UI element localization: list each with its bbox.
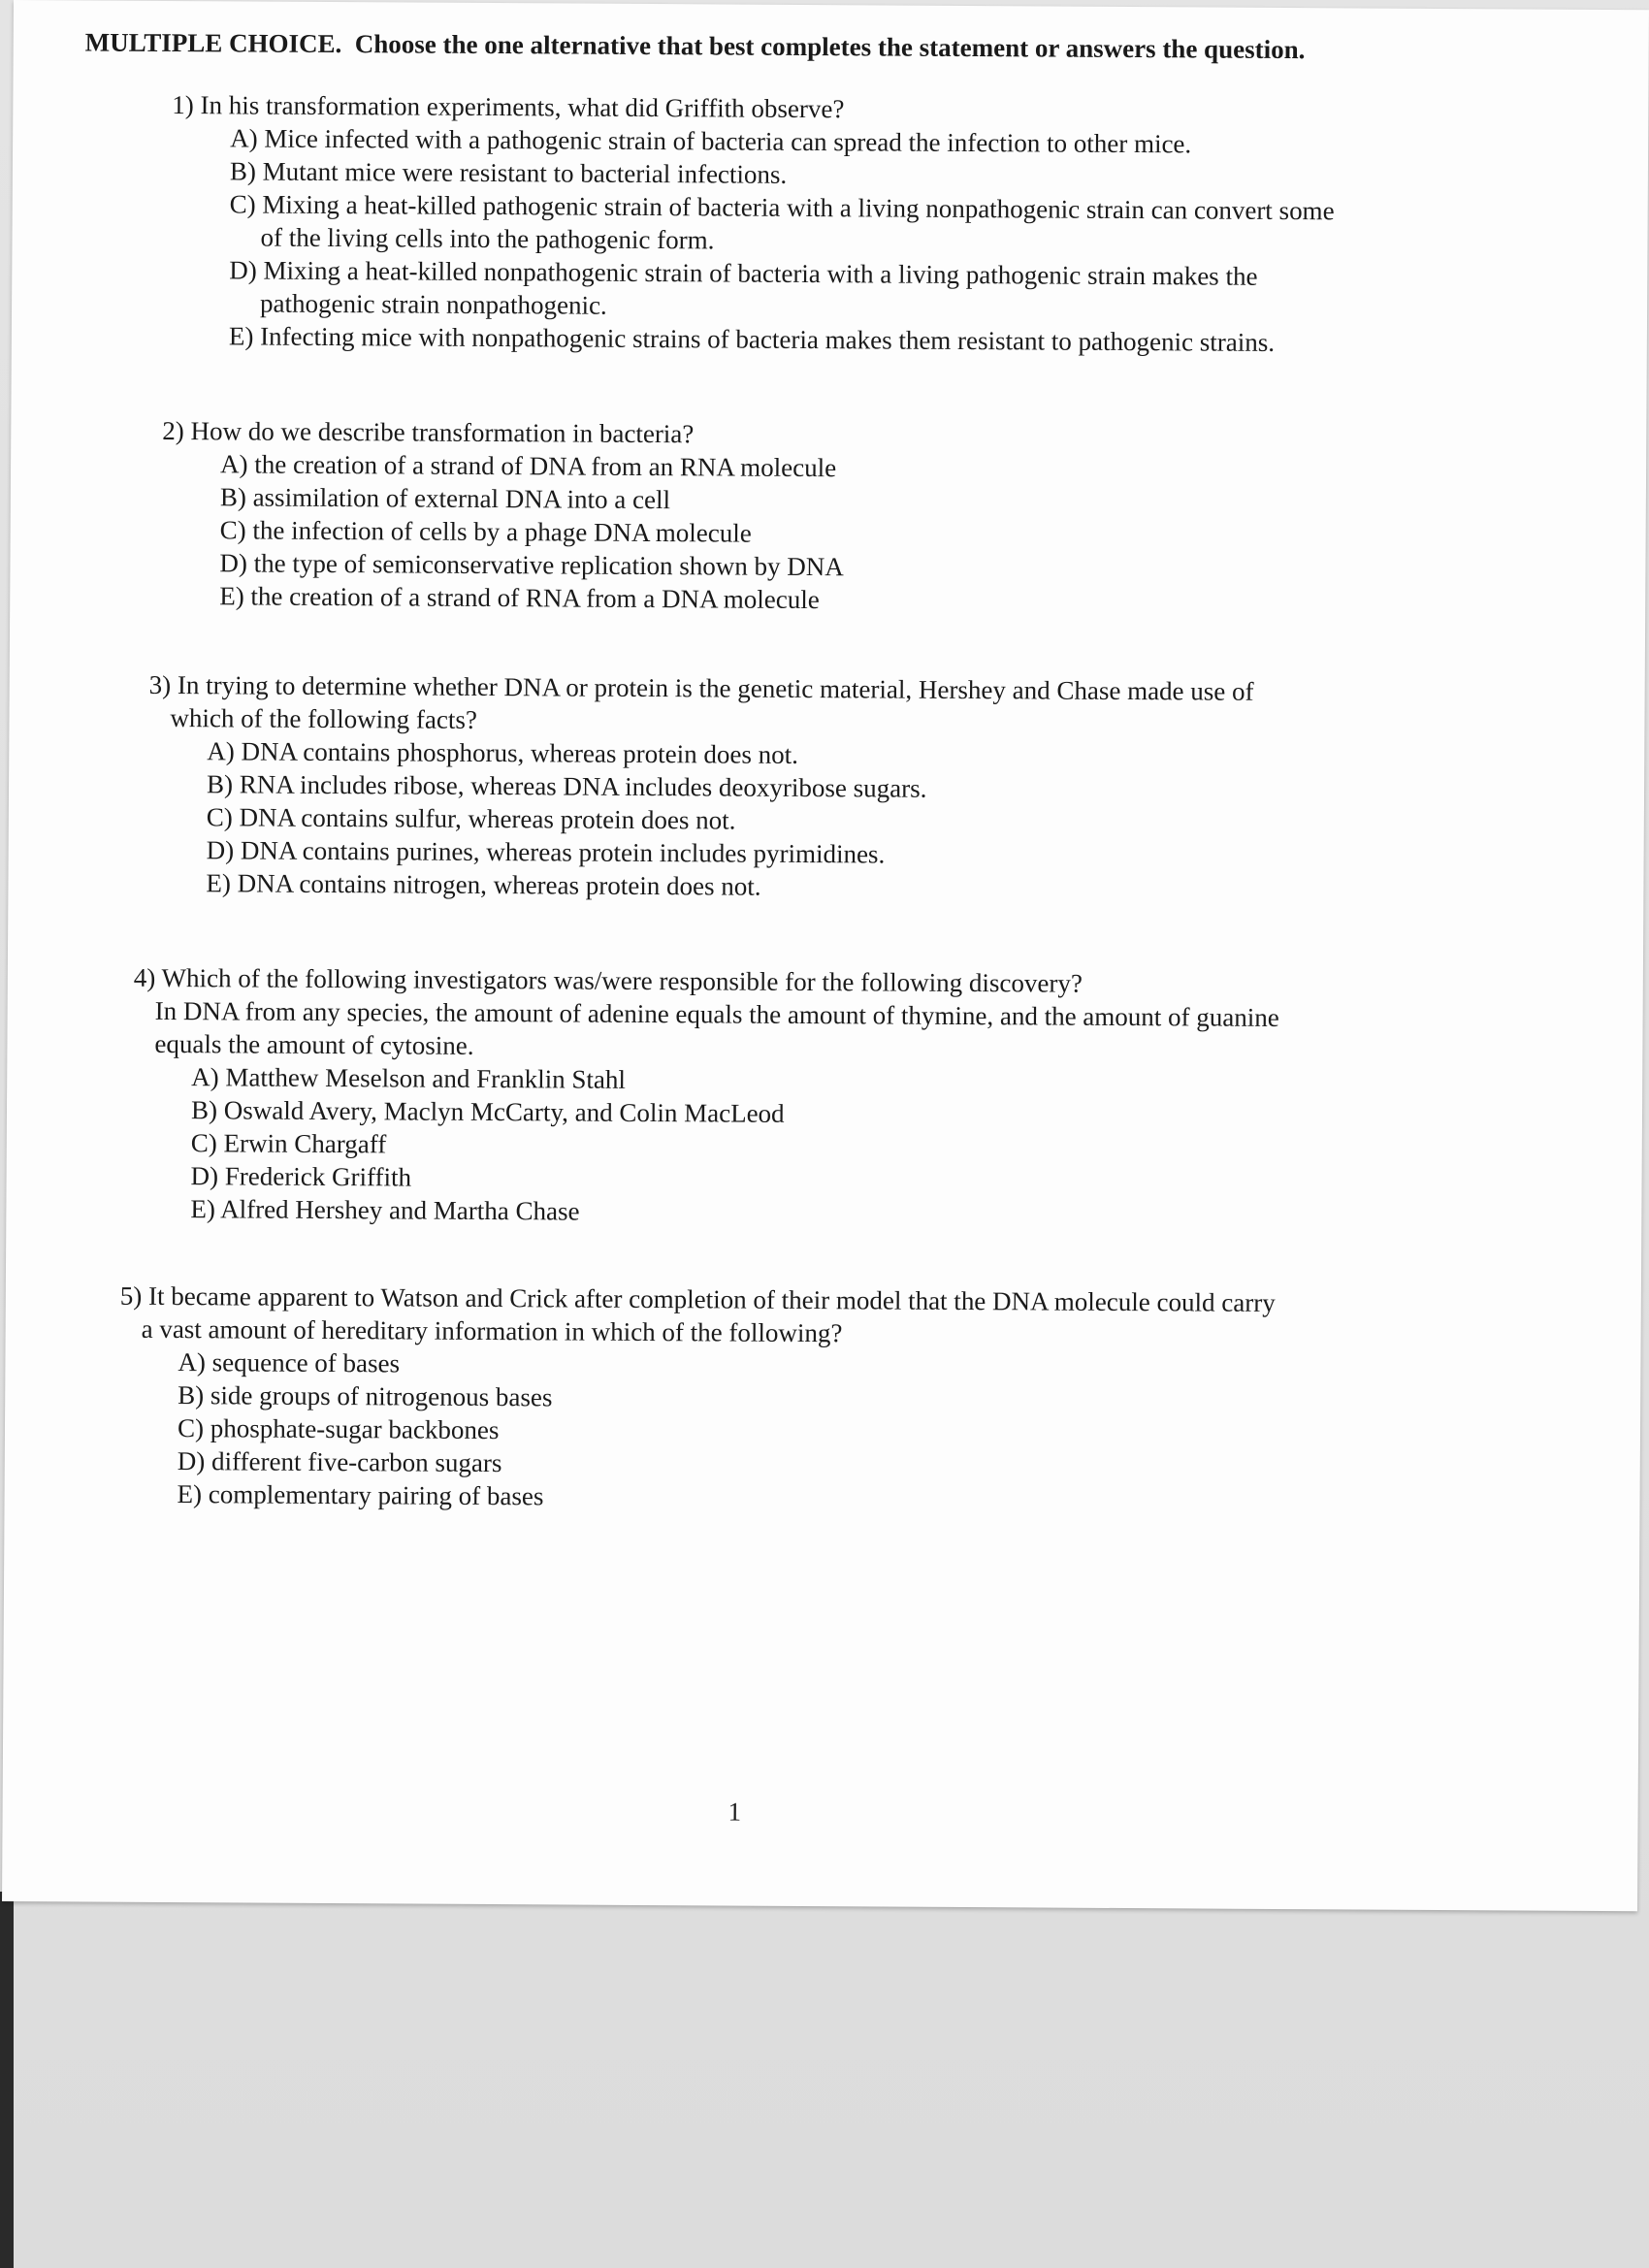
option-letter: A): [207, 736, 235, 766]
question-text: In trying to determine whether DNA or protein is the genetic material, Hershey and Chase made use of: [177, 670, 1254, 706]
option-letter: C): [206, 802, 233, 832]
answer-option-e: [118, 1477, 1274, 1517]
scanned-page: [2, 0, 1649, 1911]
option-letter: C): [190, 1128, 217, 1158]
option-letter: D): [219, 548, 248, 578]
question-text: which of the following facts?: [170, 703, 477, 734]
question-1: [171, 88, 1336, 359]
option-text: sequence of bases: [211, 1347, 401, 1378]
question-stem: [162, 414, 845, 451]
option-text: RNA includes ribose, whereas DNA includes deoxyribose sugars.: [239, 769, 927, 803]
question-3: [147, 668, 1253, 906]
option-letter: E): [177, 1479, 203, 1509]
option-text: Infecting mice with nonpathogenic strains of bacteria makes them resistant to pathogenic strains.: [260, 321, 1276, 357]
answer-option-e: [171, 319, 1334, 359]
question-4: [132, 961, 1279, 1232]
option-letter: D): [177, 1446, 206, 1476]
question-text: Which of the following investigators was/were responsible for the following discovery?: [161, 962, 1083, 998]
answer-option-c: [162, 513, 845, 550]
question-text: How do we describe transformation in bacteria?: [190, 416, 695, 449]
option-letter: A): [178, 1347, 207, 1377]
option-letter: B): [178, 1380, 205, 1410]
option-letter: A): [230, 123, 258, 153]
question-number: 2): [162, 415, 184, 446]
header-instructions: Choose the one alternative that best completes the statement or answers the question.: [354, 29, 1306, 65]
option-letter: C): [219, 515, 246, 545]
option-letter: C): [177, 1413, 205, 1443]
option-text: the creation of a strand of RNA from a DNA molecule: [250, 581, 820, 615]
option-letter: B): [219, 482, 246, 512]
option-text: complementary pairing of bases: [208, 1479, 544, 1511]
option-text: different five-carbon sugars: [210, 1446, 502, 1478]
answer-option-e: [147, 866, 1252, 906]
option-text: Alfred Hershey and Martha Chase: [220, 1194, 580, 1226]
section-header: [85, 27, 1306, 65]
question-2: [161, 414, 845, 616]
option-text: Oswald Avery, Maclyn McCarty, and Colin MacLeod: [223, 1095, 785, 1128]
option-text: side groups of nitrogenous bases: [210, 1380, 553, 1412]
page-content: [2, 0, 1649, 1911]
option-letter: B): [190, 1095, 218, 1125]
option-text: Mutant mice were resistant to bacterial infections.: [262, 156, 788, 189]
question-text: In DNA from any species, the amount of adenine equals the amount of thymine, and the amount of guanine: [154, 995, 1279, 1032]
option-letter: B): [229, 156, 257, 186]
question-number: 5): [119, 1280, 143, 1311]
question-text: equals the amount of cytosine.: [154, 1028, 474, 1060]
option-letter: E): [206, 868, 232, 898]
option-text: Erwin Chargaff: [223, 1128, 387, 1159]
answer-option-e: [132, 1192, 1277, 1232]
option-text: Frederick Griffith: [224, 1161, 412, 1192]
option-text: DNA contains nitrogen, whereas protein does not.: [237, 868, 761, 901]
answer-option-e: [161, 579, 844, 616]
header-label: MULTIPLE CHOICE.: [84, 27, 342, 59]
option-text: Mice infected with a pathogenic strain of bacteria can spread the infection to other mice.: [264, 123, 1192, 159]
option-letter: E): [190, 1194, 215, 1224]
option-text: DNA contains purines, whereas protein includes pyrimidines.: [240, 835, 886, 869]
answer-option-d: [161, 546, 844, 583]
scanner-edge-shadow: [0, 1892, 14, 2268]
page-number: 1: [728, 1797, 742, 1827]
option-text: the infection of cells by a phage DNA molecule: [252, 515, 752, 548]
option-letter: B): [206, 769, 234, 799]
option-text: Matthew Meselson and Franklin Stahl: [225, 1062, 627, 1094]
question-number: 4): [133, 962, 156, 992]
question-text: a vast amount of hereditary information in which of the following?: [141, 1313, 843, 1348]
option-letter: D): [206, 835, 235, 865]
option-letter: A): [219, 449, 248, 479]
option-text: the creation of a strand of DNA from an RNA molecule: [254, 449, 837, 483]
option-text: of the living cells into the pathogenic form.: [260, 222, 715, 255]
option-letter: E): [228, 321, 254, 351]
option-text: pathogenic strain nonpathogenic.: [260, 288, 607, 320]
option-text: DNA contains phosphorus, whereas protein does not.: [241, 736, 799, 769]
question-text: It became apparent to Watson and Crick after completion of their model that the DNA molecule could carry: [148, 1280, 1276, 1317]
option-letter: D): [229, 255, 257, 285]
option-text: Mixing a heat-killed nonpathogenic strain of bacteria with a living pathogenic strain makes the: [263, 255, 1258, 291]
question-5: [118, 1280, 1275, 1517]
option-letter: E): [219, 581, 244, 611]
option-text: the type of semiconservative replication shown by DNA: [253, 548, 844, 582]
option-letter: C): [229, 189, 256, 219]
answer-option-b: [162, 480, 845, 517]
question-number: 1): [172, 90, 194, 120]
option-text: assimilation of external DNA into a cell: [252, 482, 671, 515]
question-number: 3): [148, 669, 172, 700]
option-text: DNA contains sulfur, whereas protein does not.: [239, 802, 736, 835]
answer-option-a: [162, 447, 845, 484]
option-letter: A): [191, 1062, 219, 1092]
question-text: In his transformation experiments, what did Griffith observe?: [200, 90, 845, 124]
option-letter: D): [190, 1161, 219, 1191]
option-text: phosphate-sugar backbones: [210, 1413, 500, 1445]
option-text: Mixing a heat-killed pathogenic strain of bacteria with a living nonpathogenic strain can convert some: [262, 189, 1335, 226]
